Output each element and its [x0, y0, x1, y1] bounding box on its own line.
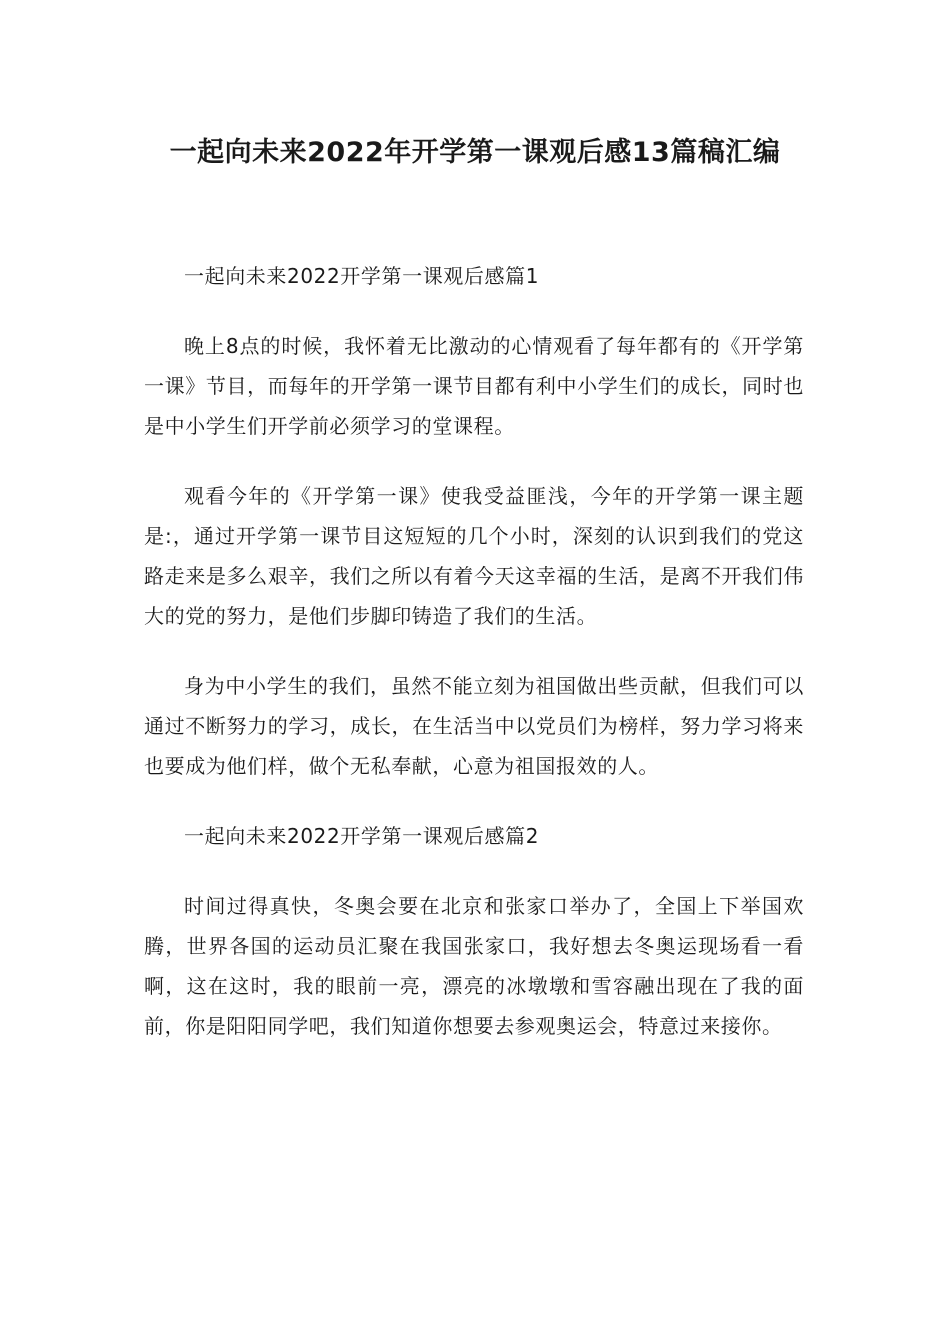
- paragraph: 观看今年的《开学第一课》使我受益匪浅，今年的开学第一课主题是:，通过开学第一课节目这短短的几个小时，深刻的认识到我们的党这路走来是多么艰辛，我们之所以有着今天这幸福的生活，是离不开我们伟大的党的努力，是他们步脚印铸造了我们的生活。: [144, 484, 804, 628]
- section-heading: 一起向未来2022开学第一课观后感篇1: [184, 264, 540, 288]
- paragraph: 晚上8点的时候，我怀着无比激动的心情观看了每年都有的《开学第一课》节目，而每年的开学第一课节目都有利中小学生们的成长，同时也是中小学生们开学前必须学习的堂课程。: [144, 334, 804, 438]
- document-body: [144, 256, 804, 1076]
- section-heading: 一起向未来2022开学第一课观后感篇2: [184, 824, 540, 848]
- document-title: 一起向未来2022年开学第一课观后感13篇稿汇编: [169, 137, 781, 168]
- paragraph: 时间过得真快，冬奥会要在北京和张家口举办了，全国上下举国欢腾，世界各国的运动员汇聚在我国张家口，我好想去冬奥运现场看一看啊，这在这时，我的眼前一亮，漂亮的冰墩墩和雪容融出现在了我的面前，你是阳阳同学吧，我们知道你想要去参观奥运会，特意过来接你。: [144, 894, 804, 1038]
- paragraph: 身为中小学生的我们，虽然不能立刻为祖国做出些贡献，但我们可以通过不断努力的学习，成长，在生活当中以党员们为榜样，努力学习将来也要成为他们样，做个无私奉献，心意为祖国报效的人。: [144, 674, 804, 778]
